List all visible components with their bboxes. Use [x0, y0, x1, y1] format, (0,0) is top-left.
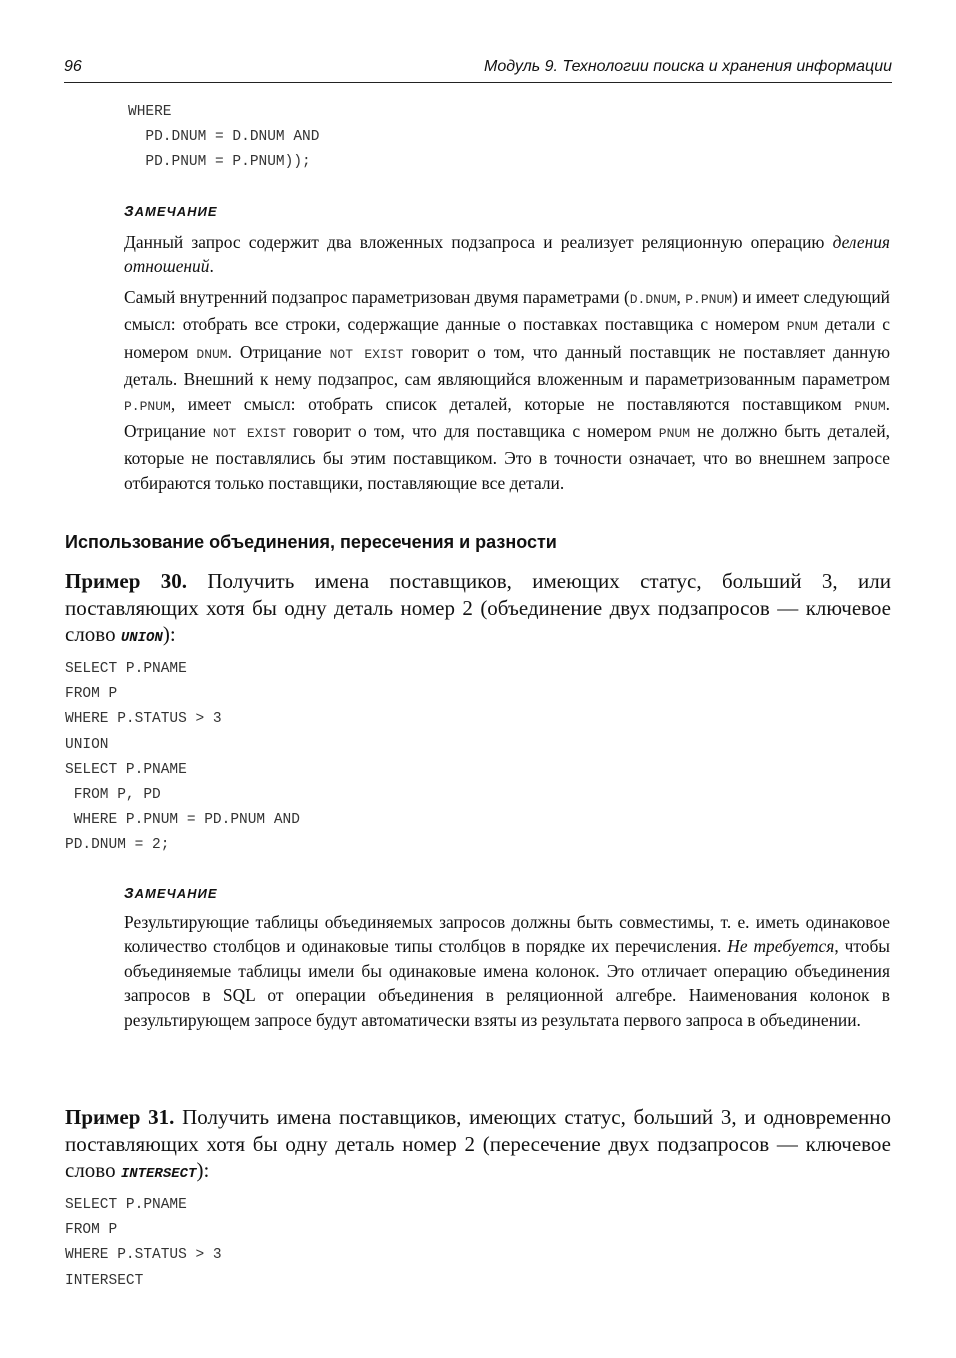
note-paragraph: Самый внутренний подзапрос параметризован двумя параметрами (D.DNUM, P.PNUM) и имеет следующий смысл: отобрать все строки, содержащие данные о поставках поставщика с номером PNUM детали с номером DNUM. Отрицание NOT EXIST говорит о том, что данный поставщик не поставляет данную деталь. Внешний к нему подзапрос, сам являющийся вложенным и параметризованным параметром P.PNUM, имеет смысл: отобрать список деталей, которые не поставляются поставщиком PNUM. Отрицание NOT EXIST говорит о том, что для поставщика с номером PNUM не должно быть деталей, которые не поставлялись бы этим поставщиком. Это в точности означает, что во внешнем запросе отбираются только поставщики, поставляющие все детали. [124, 287, 891, 493]
running-title: Модуль 9. Технологии поиска и хранения информации [484, 58, 892, 75]
note-title: ЗАМЕЧАНИЕ [124, 885, 218, 902]
code-block-top: WHERE PD.DNUM = D.DNUM AND PD.PNUM = P.PNUM)); [128, 104, 320, 171]
example-paragraph: Пример 30. Получить имена поставщиков, имеющих статус, больший 3, или поставляющих хотя бы одну деталь номер 2 (объединение двух подзапросов — ключевое слово UNION): [65, 569, 891, 646]
page-number: 96 [64, 58, 82, 75]
page-header [64, 56, 892, 83]
code-block-example30: SELECT P.PNAME FROM P WHERE P.STATUS > 3 UNION SELECT P.PNAME FROM P, PD WHERE P.PNUM = PD.PNUM AND PD.DNUM = 2; [65, 661, 300, 854]
note-paragraph: Результирующие таблицы объединяемых запросов должны быть совместимы, т. е. иметь одинаковое количество столбцов и одинаковые типы столбцов в порядке их перечисления. Не требуется, чтобы объединяемые таблицы имели бы одинаковые имена колонок. Это отличает операцию объединения запросов в SQL от операции объединения в реляционной алгебре. Наименования колонок в результирующем запросе будут автоматически взяты из результата первого запроса в объединении. [124, 912, 890, 1030]
note-title: ЗАМЕЧАНИЕ [124, 203, 218, 220]
section-heading: Использование объединения, пересечения и разности [65, 532, 557, 552]
note-paragraph: Данный запрос содержит два вложенных подзапроса и реализует реляционную операцию деления отношений. [124, 232, 890, 277]
example-paragraph: Пример 31. Получить имена поставщиков, имеющих статус, больший 3, и одновременно поставляющих хотя бы одну деталь номер 2 (пересечение двух подзапросов — ключевое слово INTERSECT): [65, 1105, 891, 1182]
code-block-example31: SELECT P.PNAME FROM P WHERE P.STATUS > 3 INTERSECT [65, 1197, 222, 1289]
